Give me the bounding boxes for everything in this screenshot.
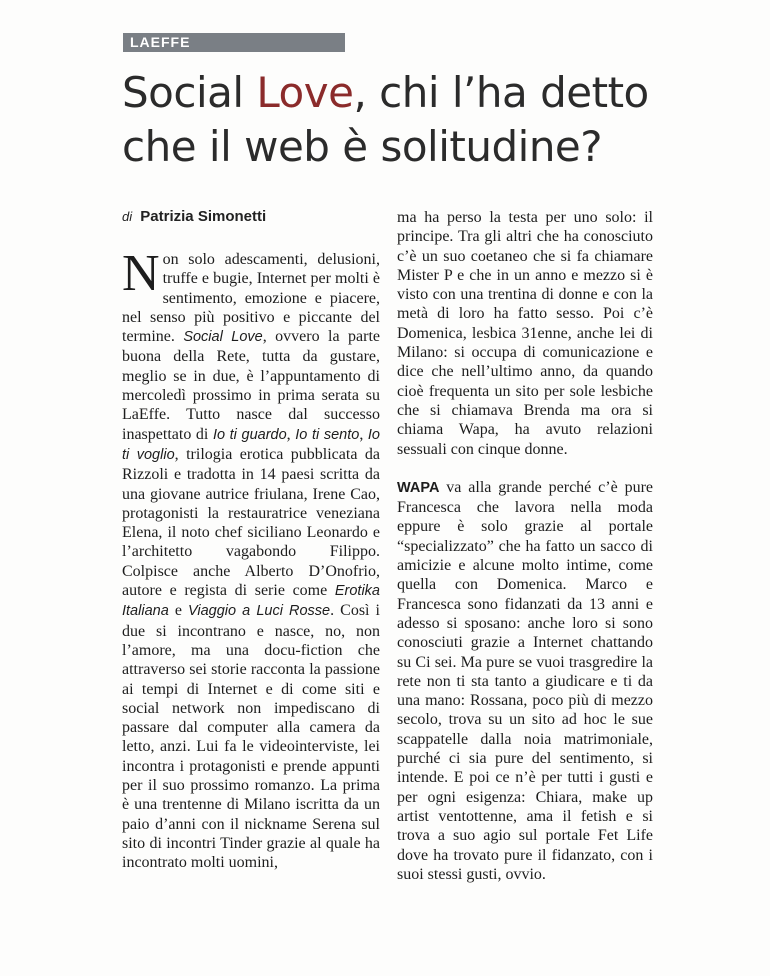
headline-accent: Love [256, 68, 354, 117]
italic-title: Io ti guardo [212, 426, 287, 443]
headline-part1: Social [122, 68, 257, 117]
text-run: , ovvero la parte buona della Rete, tutta da gustare, meglio se in due, è l’appuntamento di mercoledì prossimo in prima serata su LaEffe. Tutto nasce dal successo inaspettato di [122, 328, 380, 443]
article-paragraph-2: ma ha perso la testa per uno solo: il principe. Tra gli altri che ha conosciuto c’è un suo coetaneo che si fa chiamare Mister P e che in un anno e mezzo si è visto con una trentina di donne e con la metà di loro ha fatto sesso. Poi c’è Domenica, lesbica 31enne, anche lei di Milano: si occupa di comunicazione e dice che nell’ultimo anno, da quando cioè frequenta un sito per sole lesbiche che si chiamava Brenda ma ora si chiama Wapa, ha avuto relazioni sessuali con cinque donne. [397, 209, 653, 458]
byline-author: Patrizia Simonetti [140, 208, 267, 225]
byline [122, 208, 266, 225]
text-run: on solo adescamenti, delusioni, truffe e bugie, Internet per molti è sentimento, emozione e piacere, nel senso più positivo e piccante del termine. [122, 251, 380, 346]
byline-prefix: di [122, 209, 133, 224]
italic-title: Viaggio a Luci Rosse [187, 603, 331, 620]
text-run: , [359, 425, 368, 443]
paragraph-kicker: WAPA [397, 479, 440, 496]
text-run: va alla grande perché c’è pure Francesca che lavora nella moda eppure è solo grazie al portale “specializzato” che ha fatto un sacco di amicizie e alcune molto intime, come quella con Domenica. Marco e Francesca sono fidanzati da 13 anni e adesso si sposano: anche loro si sono conosciuti grazie a Internet chattando su Ci sei. Ma pure se vuoi trasgredire la rete non ti sta tanto a giudicare e ti da una mano: Rossana, poco più di mezzo secolo, trova su un sito ad hoc le sue scappatelle dalla noia matrimoniale, purché ci sia pure del sentimento, si intende. E poi ce n’è per tutti i gusti e per ogni esigenza: Chiara, make up artist ventottenne, ama il fetish e si trova a suo agio sul portale Fet Life dove ha trovato pure il fidanzato, con i suoi stessi gusti, ovvio. [397, 478, 653, 883]
paragraph-gap [397, 459, 653, 478]
article-column-left [122, 245, 381, 873]
italic-title: Erotika Italiana [122, 583, 380, 620]
article-paragraph-1 [122, 245, 381, 873]
drop-cap: N [122, 245, 160, 302]
headline-line2: che il web è solitudine? [122, 122, 603, 171]
text-run: e [168, 602, 188, 620]
italic-title: Io ti sento [295, 426, 360, 443]
headline-part2: , chi l’ha detto [353, 68, 649, 117]
article-paragraph-3 [397, 478, 653, 884]
text-run: , trilogia erotica pubblicata da Rizzoli e tradotta in 14 paesi scritta da una giovane autrice friulana, Irene Cao, protagonisti la restauratrice veneziana Elena, il noto chef siciliano Leonardo e l’architetto vagabondo Filippo. Colpisce anche Alberto D’Onofrio, autore e regista di serie come [122, 445, 380, 600]
article-column-right [397, 208, 653, 884]
text-run: . Così i due si incontrano e nasce, no, non l’amore, ma una docu-fiction che attraverso sei storie racconta la passione ai tempi di Internet e di come siti e social network non impediscano di passare dal computer alla camera da letto, anzi. Lui fa le videointerviste, lei incontra i protagonisti e prende appunti per il suo prossimo romanzo. La prima è una trentenne di Milano iscritta da un paio d’anni con il nickname Serena sul sito di incontri Tinder grazie al quale ha incontrato molti uomini, [122, 602, 381, 872]
headline [122, 66, 722, 174]
text-run: , [286, 425, 296, 443]
section-tag: LAEFFE [123, 33, 345, 52]
italic-title: Io ti voglio [122, 426, 380, 463]
italic-title: Social Love [183, 329, 263, 346]
